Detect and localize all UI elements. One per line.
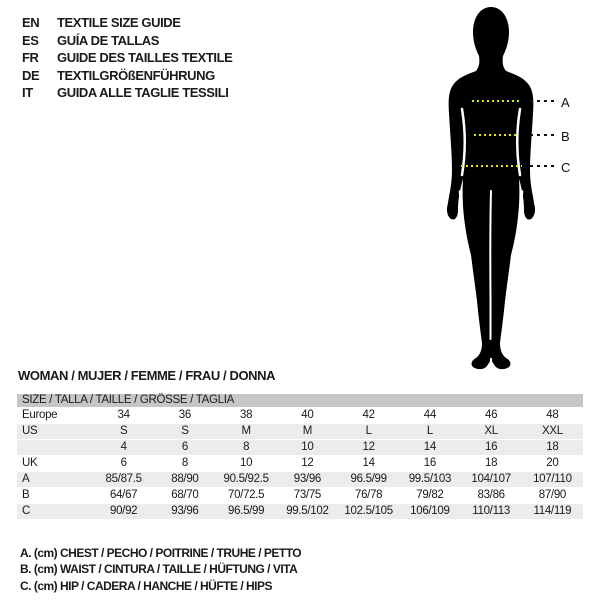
cell: 79/82 [416, 489, 444, 501]
cell: 16 [485, 441, 498, 453]
legend-chest: A. (cm) CHEST / PECHO / POITRINE / TRUHE / PETTO [20, 546, 302, 560]
cell: 90.5/92.5 [223, 473, 269, 485]
table-row-uk [17, 456, 583, 471]
row-label: C [22, 505, 31, 517]
cell: 6 [120, 457, 127, 469]
language-code: ES [22, 32, 39, 48]
marker-label-c: C [561, 160, 571, 175]
marker-label-a: A [561, 95, 570, 110]
cell: 104/107 [471, 473, 511, 485]
cell: 8 [243, 441, 250, 453]
row-label [17, 440, 93, 455]
cell: 76/78 [354, 489, 383, 501]
language-row [22, 49, 232, 67]
waist-pointer-dashes [530, 134, 557, 136]
woman-silhouette-icon [420, 5, 562, 375]
cell: 107/110 [533, 473, 572, 485]
cell: 42 [362, 409, 375, 421]
language-code: EN [22, 15, 40, 30]
cell: 83/86 [477, 489, 505, 501]
cell: 46 [485, 409, 498, 421]
cell: 36 [178, 409, 191, 421]
cell: 64/67 [109, 489, 138, 501]
language-row [22, 84, 232, 102]
cell: 10 [301, 441, 314, 453]
table-row-us-numeric [17, 440, 583, 455]
cell: 6 [181, 441, 188, 453]
table-row-europe [17, 408, 583, 423]
row-label: Europe [22, 409, 58, 421]
cell: 90/92 [109, 505, 138, 517]
cell: 20 [546, 457, 559, 469]
chest-measure-dashes [472, 100, 521, 102]
measurement-legend [20, 545, 301, 594]
language-row [22, 67, 232, 85]
language-row [22, 32, 232, 50]
cell: 68/70 [171, 489, 199, 501]
language-code: FR [22, 50, 39, 66]
cell: 88/90 [171, 473, 199, 485]
table-header: SIZE / TALLA / TAILLE / GRÖSSE / TAGLIA [17, 394, 583, 407]
cell: 93/96 [171, 505, 199, 517]
waist-measure-dashes [474, 134, 519, 136]
hip-measure-dashes [461, 165, 522, 167]
cell: 4 [120, 441, 127, 453]
language-title: GUIDE DES TAILLES TEXTILE [57, 50, 233, 66]
row-label: US [22, 425, 38, 437]
cell: 14 [423, 441, 436, 453]
cell: 12 [301, 457, 314, 469]
table-row-chest [17, 472, 583, 487]
cell: 48 [546, 409, 559, 421]
legend-waist: B. (cm) WAIST / CINTURA / TAILLE / HÜFTUNG / VITA [20, 562, 298, 577]
cell: 70/72.5 [227, 489, 265, 501]
language-title: GUIDA ALLE TAGLIE TESSILI [57, 85, 229, 101]
cell: S [181, 425, 189, 437]
table-row-us-letter [17, 424, 583, 439]
cell: 38 [240, 409, 253, 421]
size-table [17, 408, 583, 520]
cell: M [302, 425, 313, 437]
cell: 110/113 [472, 505, 510, 517]
cell: 12 [362, 441, 375, 453]
cell: 40 [301, 409, 314, 421]
cell: M [241, 425, 251, 437]
section-title: WOMAN / MUJER / FEMME / FRAU / DONNA [18, 368, 276, 383]
language-title: GUÍA DE TALLAS [57, 32, 160, 48]
language-row [22, 14, 232, 32]
cell: 99.5/102 [286, 505, 329, 517]
cell: L [365, 425, 372, 437]
language-title: TEXTILE SIZE GUIDE [57, 15, 181, 30]
cell: 14 [362, 457, 375, 469]
cell: 93/96 [293, 473, 322, 485]
cell: 16 [423, 457, 436, 469]
cell: 8 [181, 457, 188, 469]
cell: 18 [546, 441, 559, 453]
cell: 34 [117, 409, 130, 421]
cell: XXL [541, 425, 563, 437]
row-label: A [22, 473, 30, 485]
language-code: IT [22, 85, 33, 101]
cell: 87/90 [538, 489, 567, 501]
language-title: TEXTILGRÖßENFÜHRUNG [57, 67, 215, 83]
cell: 102.5/105 [344, 505, 393, 517]
table-row-hip [17, 504, 583, 519]
cell: 44 [423, 409, 436, 421]
chest-pointer-dashes [530, 100, 557, 102]
cell: 85/87.5 [105, 473, 142, 485]
cell: 96.5/99 [227, 505, 265, 517]
cell: 96.5/99 [350, 473, 387, 485]
cell: 10 [240, 457, 253, 469]
cell: 99.5/103 [408, 473, 452, 485]
cell: 114/119 [533, 505, 572, 517]
cell: 18 [485, 457, 498, 469]
cell: L [426, 425, 433, 437]
language-code: DE [22, 67, 40, 83]
cell: 73/75 [293, 489, 322, 501]
row-label: UK [22, 457, 38, 469]
hip-pointer-dashes [530, 165, 557, 167]
cell: 106/109 [410, 505, 450, 517]
table-row-waist [17, 488, 583, 503]
row-label: B [22, 489, 30, 501]
marker-label-b: B [561, 129, 570, 144]
cell: S [119, 425, 128, 437]
cell: XL [484, 425, 498, 437]
language-list [22, 14, 232, 102]
legend-hip: C. (cm) HIP / CADERA / HANCHE / HÜFTE / HIPS [20, 578, 273, 593]
